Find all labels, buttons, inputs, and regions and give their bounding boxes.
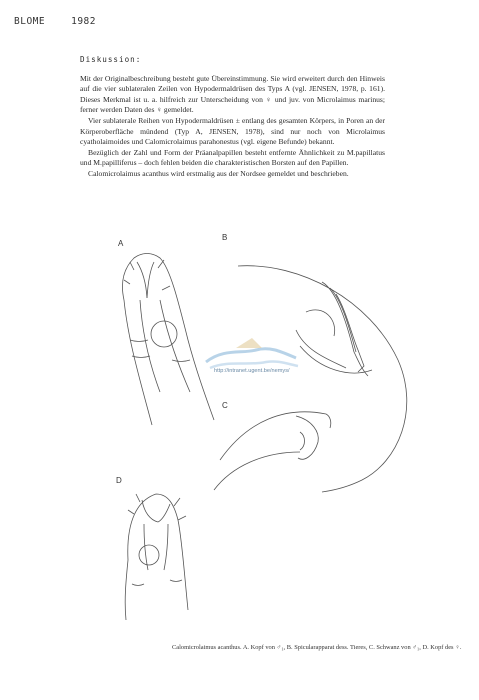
nemys-watermark-logo [196, 330, 306, 390]
discussion-paragraph-3: Bezüglich der Zahl und Form der Präanalpapillen besteht entfernte Ähnlichkeit zu M.papillatus und M.papilliferus – doch fehlen beiden die charakteristischen Borsten auf den Papillen. [80, 147, 385, 168]
figure-c-tail-drawing [214, 412, 331, 490]
figure-caption: Calomicrolaimus acanthus. A. Kopf von ♂₁, B. Spicularapparat dess. Tieres, C. Schwanz von ♂₁, D. Kopf des ♀. [172, 644, 462, 651]
header-author: BLOME [14, 16, 46, 27]
discussion-paragraph-2: Vier sublaterale Reihen von Hypodermaldrüsen ± entlang des gesamten Körpers, in Poren an der Körperoberfläche mündend (Typ A, JENSEN, 1978), sind nur noch von Microlaimus cyatholaimoides und Calomicrolaimus parahonestus (vgl. eigene Befunde) bekannt. [80, 115, 385, 147]
figure-d-head-drawing [125, 494, 188, 620]
figure-label-c: C [222, 401, 228, 410]
discussion-paragraph-4: Calomicrolaimus acanthus wird erstmalig aus der Nordsee gemeldet und beschrieben. [88, 168, 349, 178]
header-year: 1982 [71, 16, 96, 27]
figure-label-a: A [118, 239, 124, 248]
discussion-heading: Diskussion: [80, 55, 142, 64]
discussion-paragraph-1: Mit der Originalbeschreibung besteht gute Übereinstimmung. Sie wird erweitert durch den Hinweis auf die vier sublateralen Zeilen von Hypodermaldrüsen des Typs A (vgl. JENSEN, 1978, p. 161). Dieses Merkmal ist u. a. hilfreich zur Unterscheidung von ♀ und juv. von Microlaimus marinus; ferner werden Daten des ♀ gemeldet. [80, 73, 385, 115]
figure-label-b: B [222, 233, 228, 242]
watermark-url: http://intranet.ugent.be/nemys/ [214, 368, 290, 374]
figure-label-d: D [116, 476, 122, 485]
